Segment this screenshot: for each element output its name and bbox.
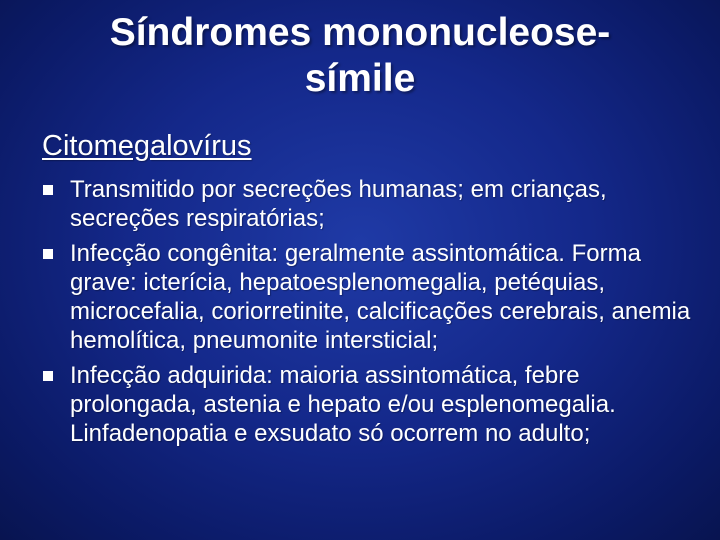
- bullet-item: [40, 175, 700, 233]
- slide-title: [60, 10, 660, 102]
- bullet-item: [40, 361, 700, 448]
- square-bullet-icon: [43, 185, 53, 195]
- slide-title-line-1: Síndromes mononucleose-: [109, 11, 611, 54]
- bullet-item: [40, 239, 700, 355]
- bullet-list: [40, 175, 700, 454]
- bullet-text: Infecção adquirida: maioria assintomática, febre prolongada, astenia e hepato e/ou esplenomegalia. Linfadenopatia e exsudato só ocorrem no adulto;: [70, 362, 616, 447]
- square-bullet-icon: [43, 371, 53, 381]
- section-subheading: Citomegalovírus: [42, 130, 252, 162]
- bullet-text: Infecção congênita: geralmente assintomática. Forma grave: icterícia, hepatoesplenomegalia, petéquias, microcefalia, coriorretinite, calcificações cerebrais, anemia hemolítica, pneumonite intersticial;: [70, 240, 691, 354]
- bullet-text: Transmitido por secreções humanas; em crianças, secreções respiratórias;: [70, 176, 607, 232]
- slide-title-line-2: símile: [304, 57, 416, 100]
- square-bullet-icon: [43, 249, 53, 259]
